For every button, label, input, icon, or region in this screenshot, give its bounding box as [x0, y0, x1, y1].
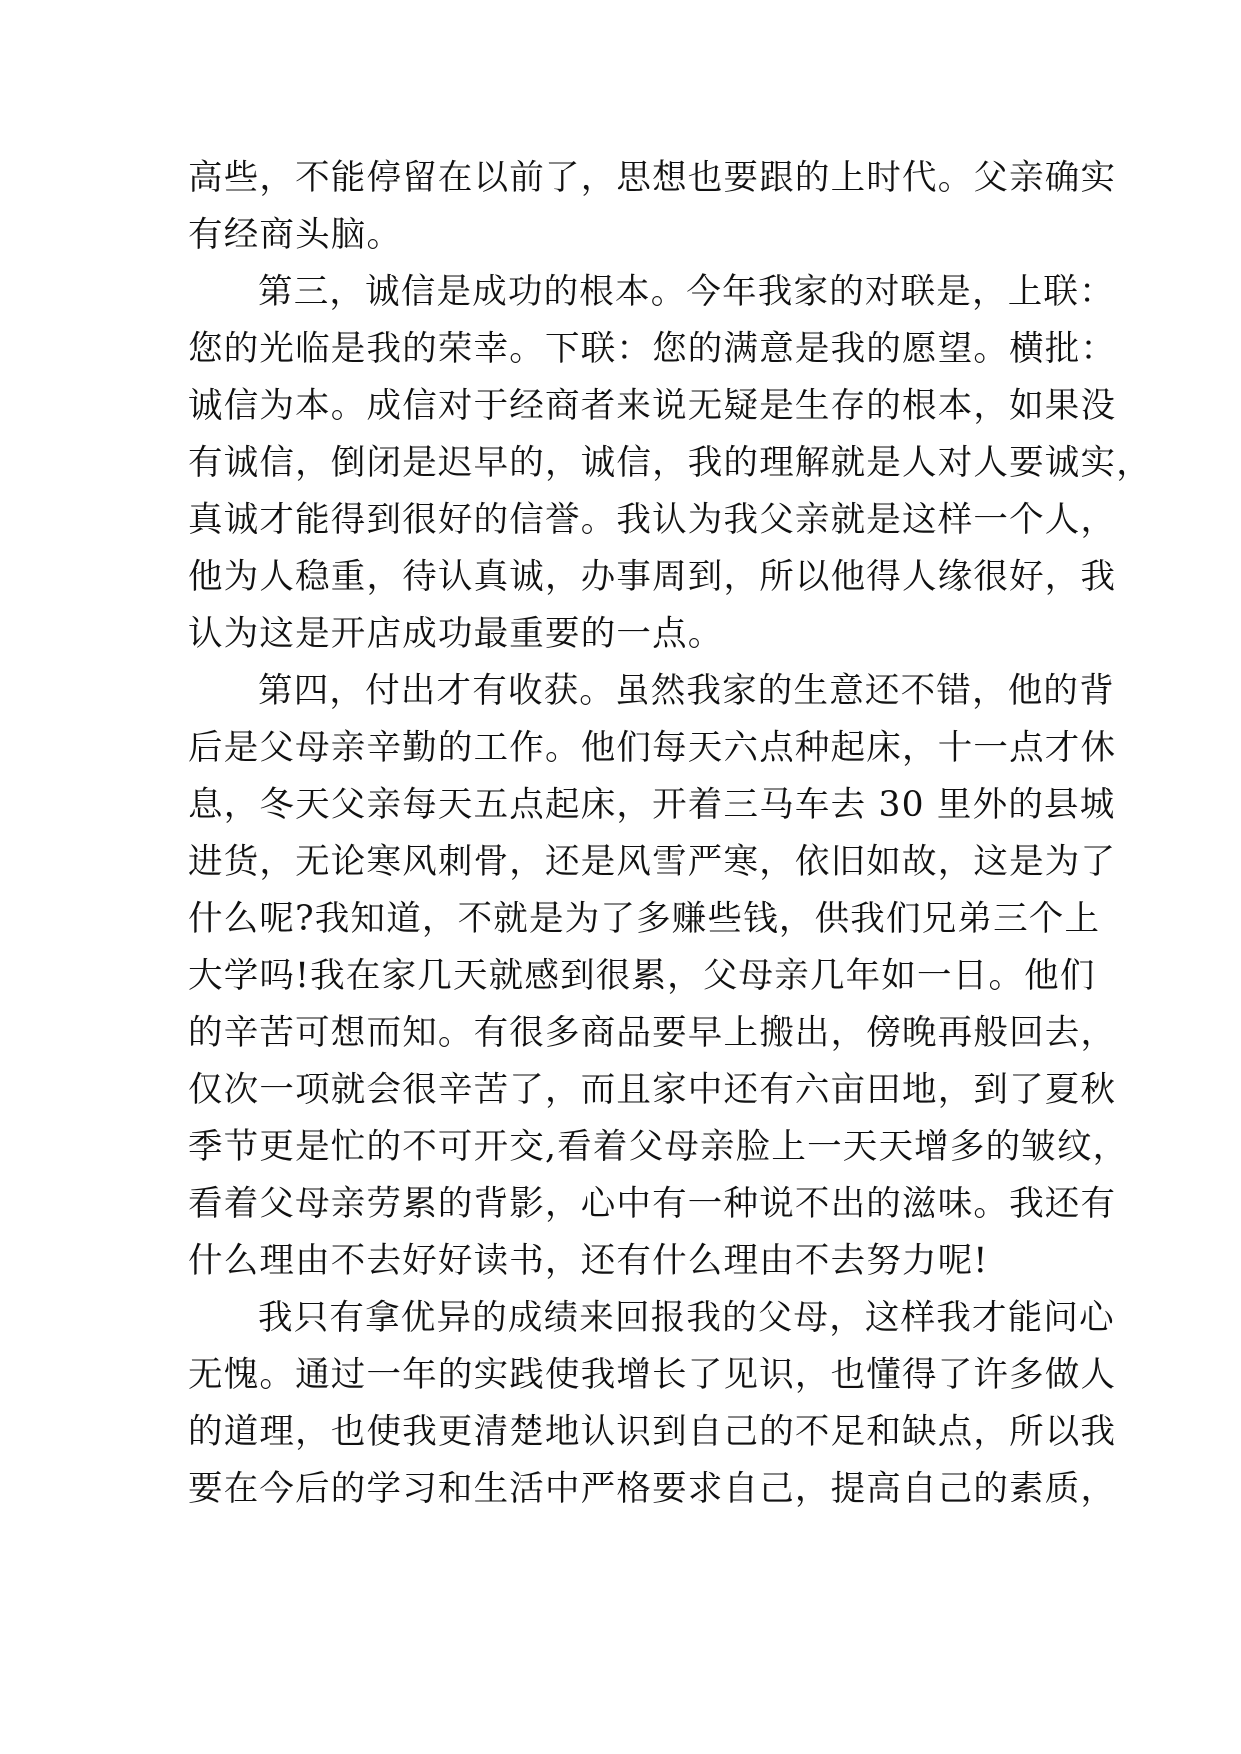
text-line: 什么理由不去好好读书，还有什么理由不去努力呢!	[188, 1241, 989, 1281]
text-line: 无愧。通过一年的实践使我增长了见识，也懂得了许多做人	[188, 1355, 1117, 1395]
text-line: 要在今后的学习和生活中严格要求自己，提高自己的素质，	[188, 1469, 1117, 1509]
text-line: 诚信为本。成信对于经商者来说无疑是生存的根本，如果没	[188, 386, 1117, 426]
text-line: 后是父母亲辛勤的工作。他们每天六点种起床，十一点才休	[188, 728, 1117, 768]
text-line: 他为人稳重，待认真诚，办事周到，所以他得人缘很好，我	[188, 557, 1117, 597]
paragraph-start-line: 我只有拿优异的成绩来回报我的父母，这样我才能问心	[258, 1298, 1115, 1338]
text-line: 真诚才能得到很好的信誉。我认为我父亲就是这样一个人，	[188, 500, 1117, 540]
text-line: 认为这是开店成功最重要的一点。	[188, 614, 724, 654]
text-line: 高些，不能停留在以前了，思想也要跟的上时代。父亲确实	[188, 158, 1117, 198]
text-line: 的辛苦可想而知。有很多商品要早上搬出，傍晚再般回去，	[188, 1013, 1117, 1053]
text-line: 有诚信，倒闭是迟早的，诚信，我的理解就是人对人要诚实，	[188, 443, 1152, 483]
text-line: 季节更是忙的不可开交,看着父母亲脸上一天天增多的皱纹，	[188, 1127, 1129, 1167]
body-text	[188, 150, 1152, 1518]
text-line: 大学吗!我在家几天就感到很累，父母亲几年如一日。他们	[188, 956, 1096, 996]
text-line: 您的光临是我的荣幸。下联：您的满意是我的愿望。横批：	[188, 329, 1117, 369]
paragraph-start-line: 第三，诚信是成功的根本。今年我家的对联是，上联：	[258, 272, 1115, 312]
text-line: 的道理，也使我更清楚地认识到自己的不足和缺点，所以我	[188, 1412, 1117, 1452]
text-line: 有经商头脑。	[188, 215, 403, 255]
text-line: 息，冬天父亲每天五点起床，开着三马车去 30 里外的县城	[188, 785, 1116, 825]
text-line: 什么呢?我知道，不就是为了多赚些钱，供我们兄弟三个上	[188, 899, 1101, 939]
text-line: 看着父母亲劳累的背影，心中有一种说不出的滋味。我还有	[188, 1184, 1117, 1224]
paragraph-start-line: 第四，付出才有收获。虽然我家的生意还不错，他的背	[258, 671, 1115, 711]
text-line: 仅次一项就会很辛苦了，而且家中还有六亩田地，到了夏秋	[188, 1070, 1117, 1110]
text-line: 进货，无论寒风刺骨，还是风雪严寒，依旧如故，这是为了	[188, 842, 1117, 882]
